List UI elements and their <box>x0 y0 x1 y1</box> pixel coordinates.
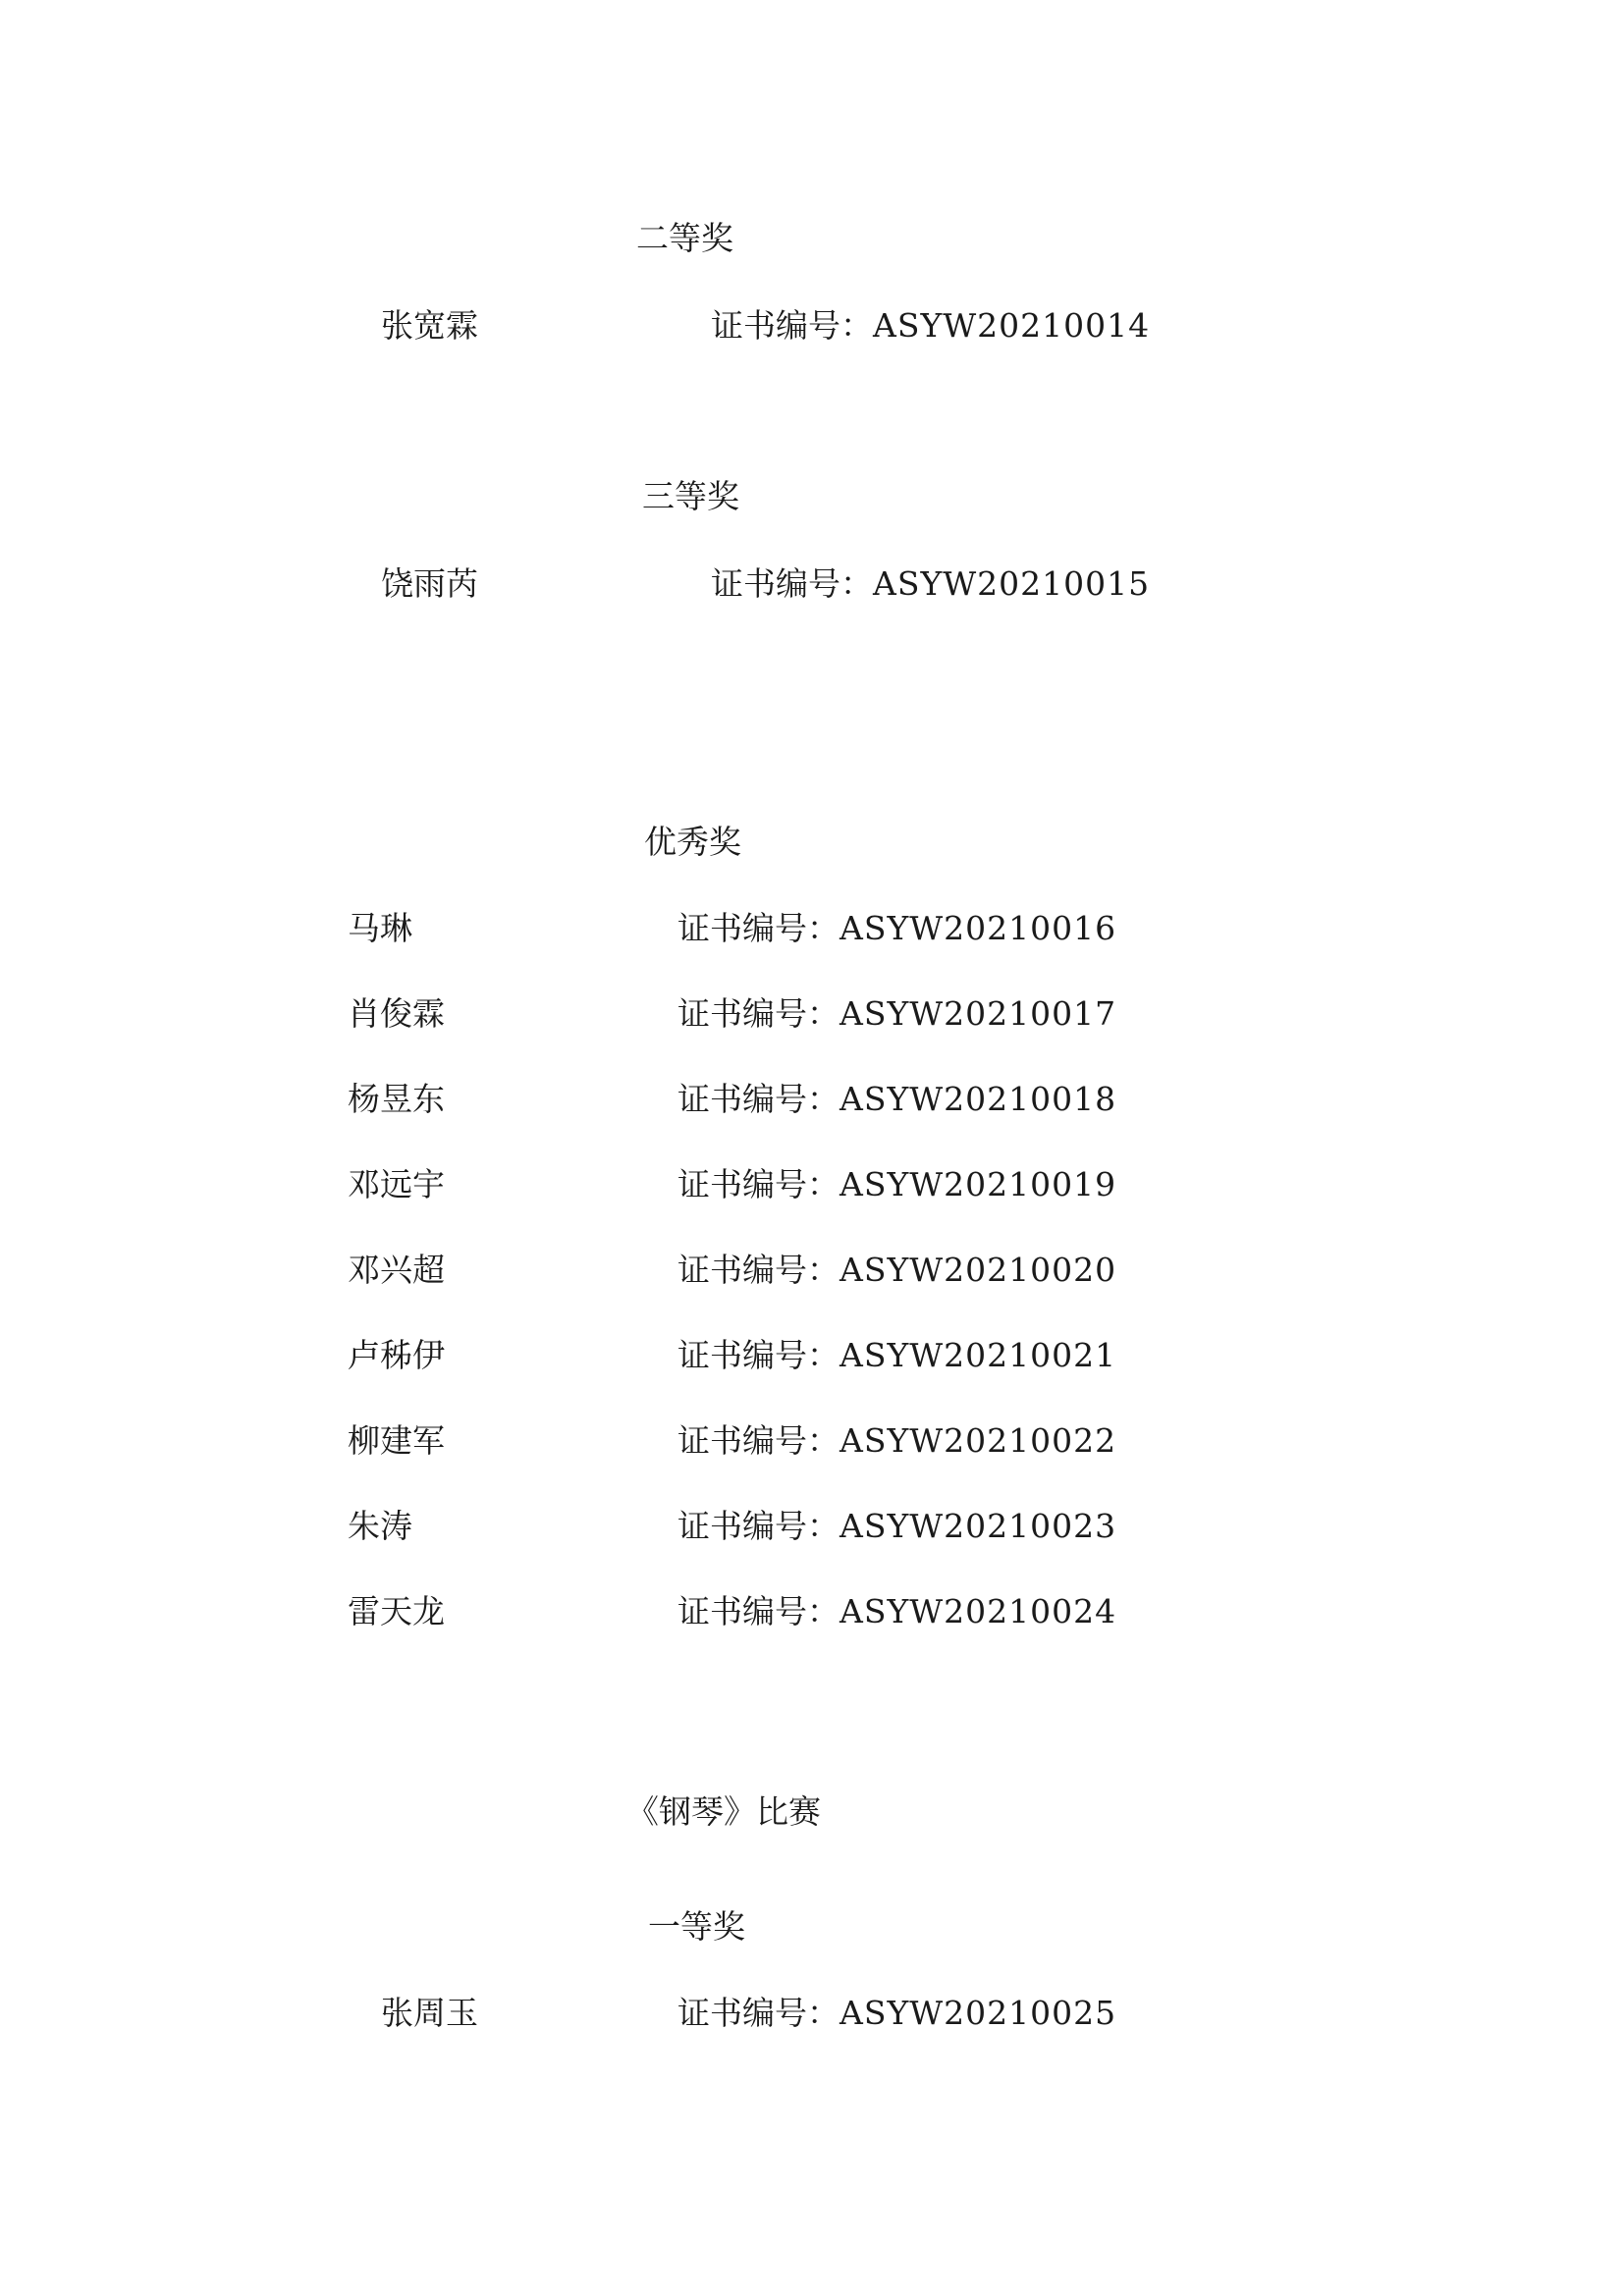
certificate-number <box>711 306 1150 346</box>
cert-no: ASYW20210015 <box>873 564 1151 603</box>
awardee-name: 柳建军 <box>348 1421 445 1460</box>
cert-no: ASYW20210014 <box>873 306 1151 345</box>
cert-no: ASYW20210020 <box>839 1251 1117 1289</box>
awardee-name: 饶雨芮 <box>381 564 478 603</box>
award-heading-third: 三等奖 <box>642 477 739 515</box>
certificate-number <box>677 1336 1116 1375</box>
certificate-number <box>677 1507 1116 1546</box>
awardee-name: 张周玉 <box>381 1994 478 2032</box>
cert-label: 证书编号： <box>677 1080 839 1118</box>
cert-label: 证书编号： <box>677 1421 839 1460</box>
certificate-number <box>677 1165 1116 1204</box>
certificate-number <box>677 1080 1116 1119</box>
cert-label: 证书编号： <box>677 1165 839 1203</box>
certificate-number <box>677 1592 1116 1631</box>
cert-label: 证书编号： <box>677 1336 839 1374</box>
awardee-name: 卢秭伊 <box>348 1336 445 1374</box>
cert-label: 证书编号： <box>677 994 839 1033</box>
cert-label: 证书编号： <box>711 306 873 345</box>
awardee-name: 朱涛 <box>348 1507 412 1545</box>
cert-no: ASYW20210019 <box>839 1165 1117 1203</box>
awardee-name: 马琳 <box>348 909 412 947</box>
award-heading-excellence: 优秀奖 <box>644 823 741 861</box>
cert-no: ASYW20210024 <box>839 1592 1117 1630</box>
certificate-number <box>677 994 1116 1034</box>
cert-no: ASYW20210022 <box>839 1421 1117 1460</box>
cert-label: 证书编号： <box>677 1251 839 1289</box>
cert-no: ASYW20210018 <box>839 1080 1117 1118</box>
awardee-name: 张宽霖 <box>381 306 478 345</box>
cert-label: 证书编号： <box>711 564 873 603</box>
cert-label: 证书编号： <box>677 1507 839 1545</box>
awardee-name: 邓兴超 <box>348 1251 445 1289</box>
cert-no: ASYW20210016 <box>839 909 1117 947</box>
certificate-number <box>677 1251 1116 1290</box>
cert-no: ASYW20210025 <box>839 1994 1117 2032</box>
certificate-number <box>677 1421 1116 1461</box>
award-heading-second: 二等奖 <box>636 219 733 257</box>
competition-title: 《钢琴》比赛 <box>626 1792 821 1831</box>
cert-no: ASYW20210021 <box>839 1336 1117 1374</box>
cert-label: 证书编号： <box>677 1994 839 2032</box>
certificate-number <box>711 564 1150 604</box>
awardee-name: 雷天龙 <box>348 1592 445 1630</box>
cert-label: 证书编号： <box>677 909 839 947</box>
award-heading-first: 一等奖 <box>648 1907 745 1946</box>
cert-no: ASYW20210017 <box>839 994 1117 1033</box>
awardee-name: 邓远宇 <box>348 1165 445 1203</box>
certificate-number <box>677 1994 1116 2033</box>
awardee-name: 肖俊霖 <box>348 994 445 1033</box>
cert-no: ASYW20210023 <box>839 1507 1117 1545</box>
awardee-name: 杨昱东 <box>348 1080 445 1118</box>
cert-label: 证书编号： <box>677 1592 839 1630</box>
certificate-number <box>677 909 1116 948</box>
